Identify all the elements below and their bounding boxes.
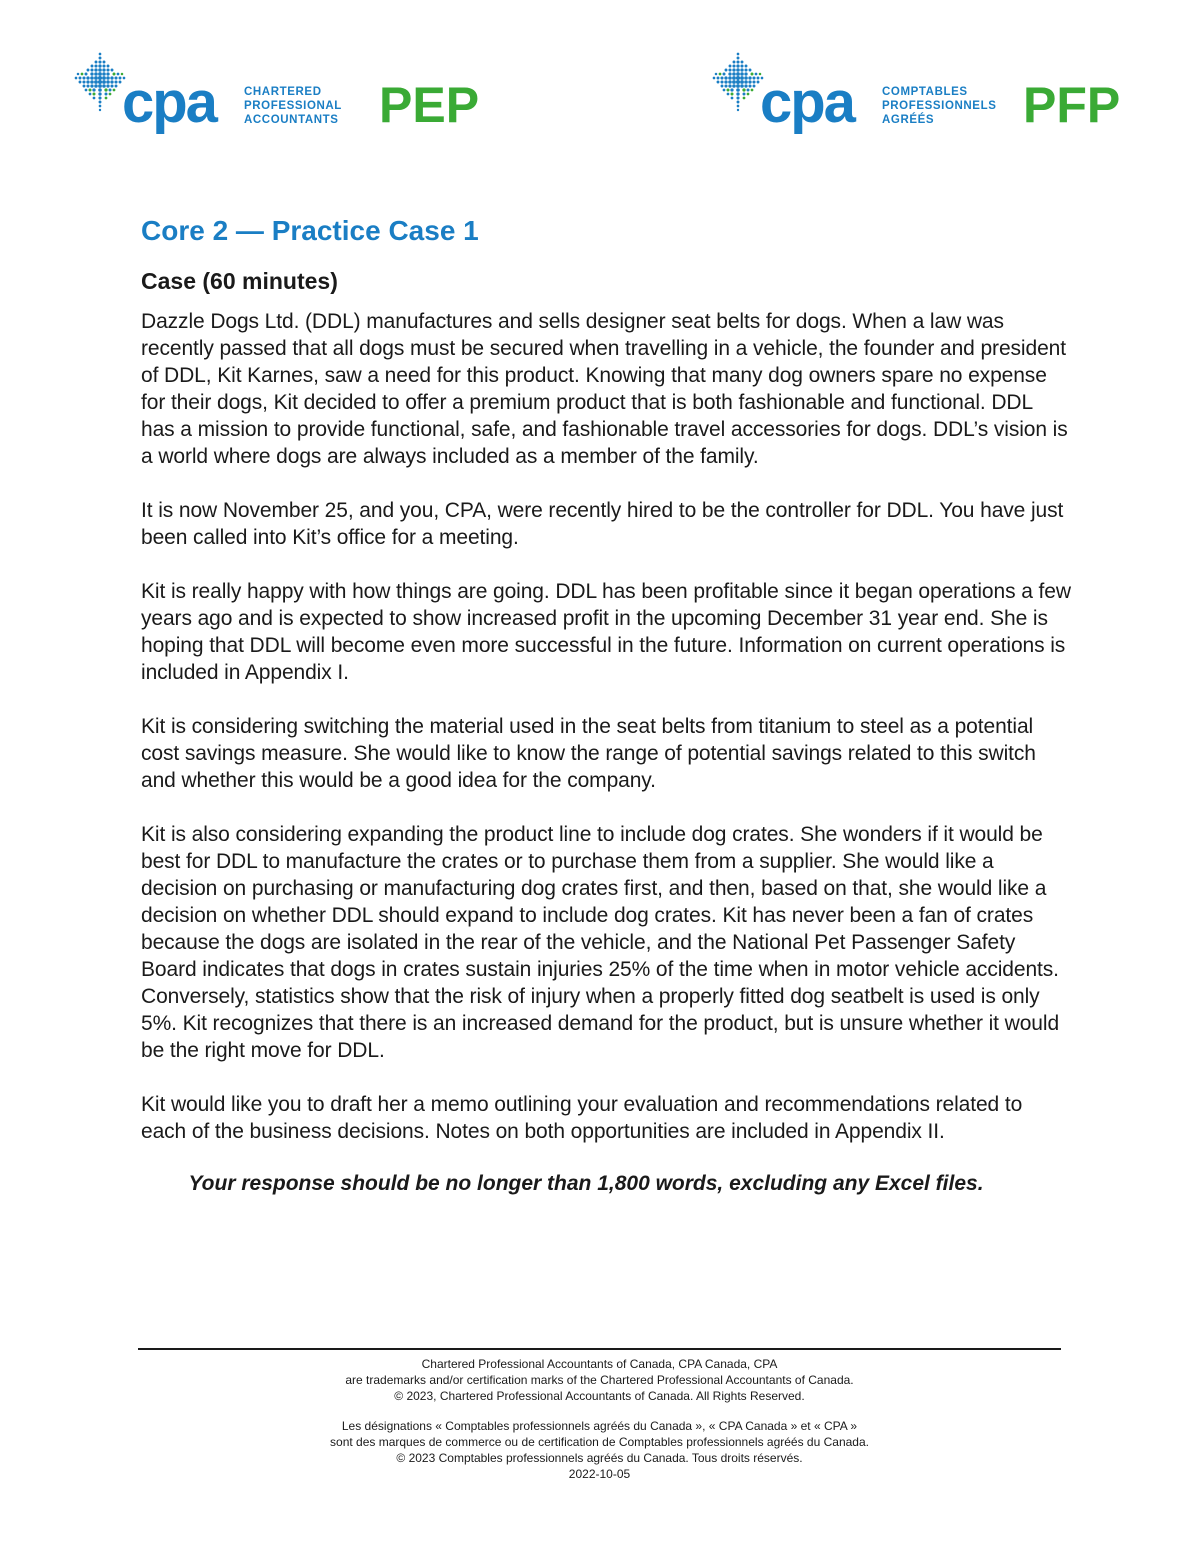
maple-leaf-dot [94, 64, 97, 67]
maple-leaf-dot [91, 65, 94, 68]
maple-leaf-dot [744, 80, 748, 84]
maple-leaf-dot [737, 53, 740, 56]
maple-leaf-dot [79, 77, 82, 80]
maple-leaf-dot [721, 85, 724, 88]
maple-leaf-dot [736, 80, 740, 84]
paragraph: Dazzle Dogs Ltd. (DDL) manufactures and sells designer seat belts for dogs. When a law was recently passed that all dogs must be secured when travelling in a vehicle, the founder and president of DDL, Kit Karnes, saw a need for this product. Knowing that many dog owners spare no expense for their dogs, Kit decided to offer a premium product that is both fashionable and functional. DDL has a mission to provide functional, safe, and fashionable travel accessories for dogs. DDL’s vision is a world where dogs are always included as a member of the family. [141, 310, 1068, 468]
maple-leaf-dot [720, 76, 723, 79]
maple-leaf-dot [86, 84, 89, 87]
maple-leaf-dot [94, 80, 98, 84]
footer-line: © 2023, Chartered Professional Accountants of Canada. All Rights Reserved. [394, 1389, 805, 1403]
maple-leaf-dot [79, 81, 82, 84]
maple-leaf-dot [106, 76, 110, 80]
maple-leaf-dot [113, 89, 116, 92]
maple-leaf-dot [719, 73, 722, 76]
paragraph: Kit would like you to draft her a memo outlining your evaluation and recommendations related to each of the business decisions. Notes on both opportunities are included in Appendix II. [141, 1093, 1023, 1143]
maple-leaf-dot [104, 88, 107, 91]
maple-leaf-dot [733, 61, 736, 64]
maple-leaf-dot [730, 88, 733, 91]
maple-leaf-dot [757, 81, 760, 84]
maple-leaf-dot [731, 97, 734, 100]
maple-leaf-dot [99, 109, 101, 111]
maple-leaf-dot [757, 77, 760, 80]
maple-leaf-dot [744, 68, 747, 71]
page-title: Core 2 — Practice Case 1 [141, 215, 479, 246]
maple-leaf-dot [98, 64, 101, 67]
paragraph: Kit is considering switching the material used in the seat belts from titanium to steel as a potential cost savings measure. She would like to know the range of potential savings related to this switch and whether this would be a good idea for the company. [141, 715, 1036, 792]
maple-leaf-dot [98, 80, 102, 84]
maple-leaf-dot [737, 105, 740, 108]
maple-leaf-dot [107, 65, 110, 68]
maple-leaf-dot [90, 72, 93, 75]
program-acronym: PFP [1023, 77, 1121, 133]
maple-leaf-dot [736, 96, 739, 99]
footer-date: 2022-10-05 [568, 1467, 631, 1481]
maple-leaf-dot [90, 76, 94, 80]
maple-leaf-dot [736, 76, 740, 80]
maple-leaf-dot [98, 84, 102, 88]
logo-line: PROFESSIONNELS [882, 100, 997, 112]
maple-leaf-dot [740, 76, 744, 80]
paragraph: It is now November 25, and you, CPA, were recently hired to be the controller for DDL. You have just been called into Kit’s office for a meeting. [141, 499, 1064, 549]
maple-leaf-dot [732, 76, 736, 80]
maple-leaf-dot [119, 77, 122, 80]
maple-leaf-dot [98, 60, 101, 63]
maple-leaf-dot [106, 72, 109, 75]
maple-leaf-dot [102, 76, 106, 80]
response-length-note: Your response should be no longer than 1,800 words, excluding any Excel files. [188, 1172, 984, 1195]
maple-leaf-dot [99, 105, 102, 108]
maple-leaf-dot [755, 73, 758, 76]
maple-leaf-dot [728, 80, 732, 84]
maple-leaf-dot [102, 64, 105, 67]
cpa-wordmark: cpa [760, 70, 854, 135]
maple-leaf-dot [94, 68, 97, 71]
paragraph: Kit is also considering expanding the product line to include dog crates. She wonders if it would be best for DDL to manufacture the crates or to purchase them from a supplier. She would like a decision on purchasing or manufacturing dog crates first, and then, based on that, she would like a decision on whether DDL should expand to include dog crates. Kit has never been a fan of crates because the dogs are isolated in the rear of the vehicle, and the National Pet Passenger Safety Board indicates that dogs in crates sustain injuries 25% of the time when in motor vehicle accidents. Conversely, statistics show that the risk of injury when a properly fitted dog seatbelt is used is only 5%. Kit recognizes that there is an increased demand for the product, but is unsure whether it would be the right move for DDL. [141, 823, 1060, 1062]
maple-leaf-dot [728, 84, 731, 87]
maple-leaf-dot [732, 72, 736, 76]
maple-leaf-dot [745, 65, 748, 68]
logo-descriptor [244, 85, 342, 127]
maple-leaf-dot [747, 89, 750, 92]
maple-leaf-dot [93, 97, 96, 100]
maple-leaf-dot [106, 80, 110, 84]
maple-leaf-dot [106, 84, 109, 87]
maple-leaf-dot [98, 92, 101, 95]
case-content [141, 214, 1071, 1197]
maple-leaf-dot [743, 97, 746, 100]
maple-leaf-dot [86, 80, 89, 83]
maple-leaf-dot [119, 81, 122, 84]
program-acronym: PEP [379, 77, 480, 133]
maple-leaf-dot [748, 80, 751, 83]
maple-leaf-dot [731, 93, 734, 96]
case-subtitle: Case (60 minutes) [141, 268, 338, 294]
maple-leaf-dot [98, 68, 102, 72]
maple-leaf-dot [744, 72, 747, 75]
paragraph: Kit is really happy with how things are going. DDL has been profitable since it began operations a few years ago and is expected to show increased profit in the upcoming December 31 year end. She is hoping that DDL will become even more successful in the future. Information on current operations is included in Appendix I. [141, 580, 1071, 684]
maple-leaf-dot [723, 73, 726, 76]
maple-leaf-dot [753, 85, 756, 88]
maple-leaf-dot [87, 69, 90, 72]
maple-leaf-dot [740, 80, 744, 84]
cpa-pfp-logo [710, 52, 1130, 142]
maple-leaf-dot [736, 60, 739, 63]
maple-leaf-dot [102, 68, 105, 71]
maple-leaf-dot [740, 72, 744, 76]
maple-leaf-dot [740, 84, 744, 88]
maple-leaf-dot [724, 80, 727, 83]
maple-leaf-dot [736, 84, 740, 88]
maple-leaf-dot [732, 68, 735, 71]
maple-leaf-dot [105, 93, 108, 96]
maple-leaf-dot [114, 76, 117, 79]
maple-leaf-dot [89, 89, 92, 92]
cpa-wordmark: cpa [122, 70, 216, 135]
maple-leaf-dot [98, 96, 101, 99]
maple-leaf-dot [748, 76, 751, 79]
maple-leaf-dot [740, 68, 743, 71]
logo-line: PROFESSIONAL [244, 100, 342, 112]
maple-leaf-dot [110, 84, 113, 87]
maple-leaf-dot [748, 84, 751, 87]
maple-leaf-dot [110, 80, 113, 83]
maple-leaf-dot [110, 76, 113, 79]
footer-line: Chartered Professional Accountants of Canada, CPA Canada, CPA [421, 1357, 778, 1371]
maple-leaf-dot [723, 89, 726, 92]
maple-leaf-dot [717, 81, 720, 84]
maple-leaf-dot [743, 93, 746, 96]
maple-leaf-dot [77, 73, 80, 76]
maple-leaf-dot [102, 80, 106, 84]
maple-leaf-dot [102, 84, 106, 88]
maple-leaf-dot [105, 97, 108, 100]
maple-leaf-dot [736, 64, 739, 67]
maple-leaf-dot [720, 80, 723, 83]
maple-leaf-dot [737, 57, 740, 60]
logo-line: COMPTABLES [882, 86, 968, 98]
maple-leaf-dot [742, 88, 745, 91]
footer-divider [138, 1348, 1061, 1350]
footer-line: sont des marques de commerce ou de certification de Comptables professionnels agréés du Canada. [330, 1435, 869, 1449]
maple-leaf-dot [90, 80, 94, 84]
maple-leaf-dot [90, 68, 93, 71]
maple-leaf-dot [90, 84, 93, 87]
maple-leaf-dot [109, 89, 112, 92]
maple-leaf-dot [729, 65, 732, 68]
maple-leaf-dot [752, 80, 755, 83]
maple-leaf-dot [728, 76, 732, 80]
maple-leaf-dot [737, 109, 739, 111]
maple-leaf-dot [736, 92, 739, 95]
maple-leaf-dot [727, 89, 730, 92]
maple-leaf-dot [109, 93, 112, 96]
maple-leaf-dot [92, 88, 95, 91]
maple-leaf-dot [82, 76, 85, 79]
maple-leaf-dot [86, 76, 89, 79]
maple-leaf-dot [752, 76, 755, 79]
maple-leaf-dot [98, 76, 102, 80]
maple-leaf-dot [744, 76, 748, 80]
maple-leaf-dot [83, 85, 86, 88]
maple-leaf-dot [751, 73, 754, 76]
maple-leaf-dot [736, 88, 740, 92]
maple-leaf-dot [75, 77, 78, 80]
footer-line: are trademarks and/or certification marks of the Chartered Professional Accountants of Canada. [345, 1373, 854, 1387]
maple-leaf-dot [717, 77, 720, 80]
maple-leaf-dot [725, 69, 728, 72]
maple-leaf-dot [94, 84, 98, 88]
maple-leaf-dot [82, 80, 85, 83]
maple-leaf-dot [102, 72, 106, 76]
maple-leaf-dot [732, 80, 736, 84]
maple-leaf-dot [751, 89, 754, 92]
maple-leaf-dot [113, 73, 116, 76]
maple-leaf-dot [93, 93, 96, 96]
maple-leaf-dot [99, 57, 102, 60]
maple-leaf-dot [98, 88, 102, 92]
footer [138, 1356, 1061, 1482]
maple-leaf-dot [736, 72, 740, 76]
logo-line: CHARTERED [244, 86, 322, 98]
maple-leaf-dot [81, 73, 84, 76]
maple-leaf-dot [85, 89, 88, 92]
maple-leaf-dot [713, 77, 716, 80]
maple-leaf-dot [95, 61, 98, 64]
maple-leaf-dot [728, 72, 731, 75]
maple-leaf-icon [710, 52, 766, 114]
maple-leaf-dot [732, 84, 736, 88]
maple-leaf-dot [740, 64, 743, 67]
maple-leaf-dot [94, 76, 98, 80]
maple-leaf-dot [115, 85, 118, 88]
maple-leaf-dot [736, 68, 740, 72]
maple-leaf-dot [747, 93, 750, 96]
maple-leaf-dot [111, 69, 114, 72]
maple-leaf-dot [89, 93, 92, 96]
footer-line: © 2023 Comptables professionnels agréés du Canada. Tous droits réservés. [396, 1451, 803, 1465]
cpa-pep-logo [72, 52, 492, 142]
maple-leaf-dot [744, 84, 747, 87]
maple-leaf-dot [85, 73, 88, 76]
maple-leaf-dot [715, 73, 718, 76]
maple-leaf-dot [98, 72, 102, 76]
footer-line: Les désignations « Comptables professionnels agréés du Canada », « CPA Canada » et « CPA » [341, 1419, 858, 1433]
maple-leaf-dot [99, 53, 102, 56]
logo-descriptor [882, 85, 996, 127]
maple-leaf-dot [732, 64, 735, 67]
maple-leaf-dot [724, 84, 727, 87]
logo-line: AGRÉÉS [882, 114, 935, 126]
maple-leaf-dot [737, 101, 740, 104]
maple-leaf-icon [72, 52, 128, 114]
maple-leaf-dot [103, 61, 106, 64]
logo-line: ACCOUNTANTS [244, 114, 339, 126]
maple-leaf-dot [741, 61, 744, 64]
maple-leaf-dot [114, 80, 117, 83]
maple-leaf-dot [749, 69, 752, 72]
maple-leaf-dot [724, 76, 727, 79]
maple-leaf-dot [727, 93, 730, 96]
maple-leaf-dot [106, 68, 109, 71]
maple-leaf-dot [117, 73, 120, 76]
maple-leaf-dot [99, 101, 102, 104]
maple-leaf-dot [94, 72, 98, 76]
maple-leaf-dot [728, 68, 731, 71]
